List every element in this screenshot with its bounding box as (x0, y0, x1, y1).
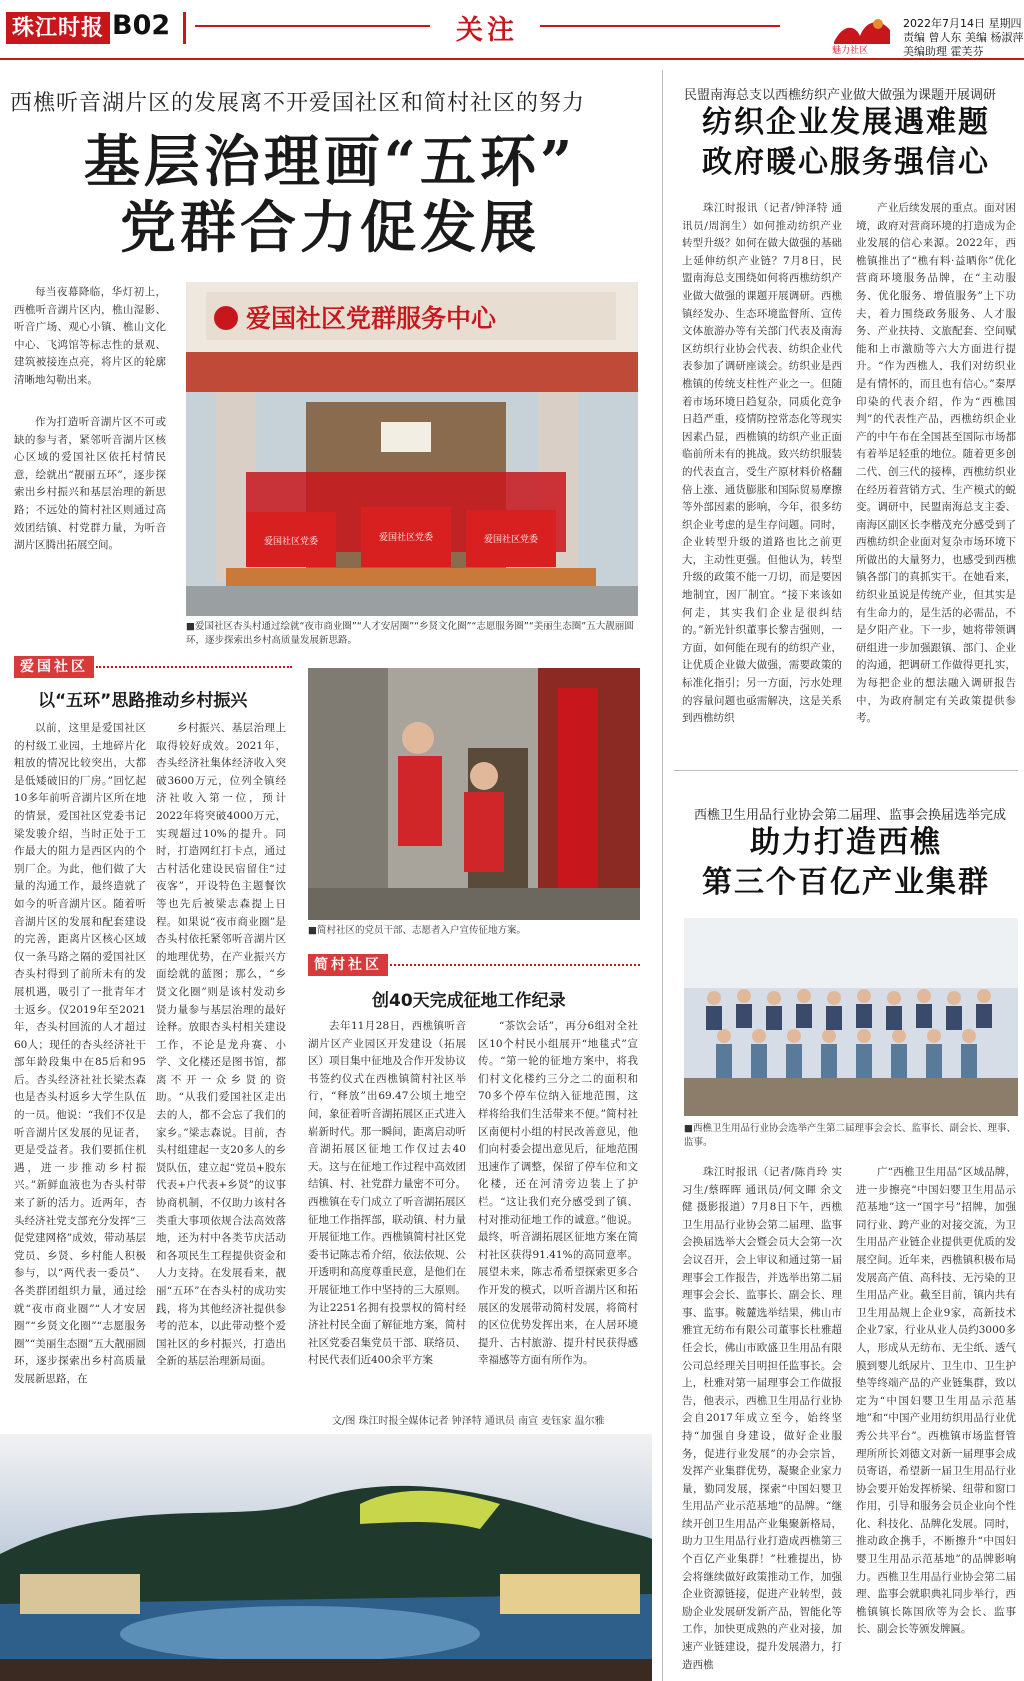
tag-aiguo-rule (96, 666, 292, 668)
jiancun-col1: 去年11月28日，西樵镇听音湖片区产业园区开发建设（拓展区）项目集中征地及合作开发协议书签约仪式在西樵镇简村社区举行，“释放”出69.47公顷土地空间，象征着听音湖拓展区正式进入崭新时代。那一瞬间，距离启动听音湖拓展区征地工作仅过去40天。这与在征地工作过程中高效团结镇、村、社党群力量密不可分。西樵镇在专门成立了听音湖拓展区征地工作指挥部，联动镇、村力量开展征地工作。西樵镇简村社区党委书记陈志希介绍，依法依规、公开透明和高度尊重民意，是他们在开展征地工作中坚持的三大原则。为让2251名拥有投票权的简村经济社村民全面了解征地方案，简村社区党委召集党员干部、联络员、村民代表们近400余平方案 (308, 1020, 466, 1367)
header-divider (183, 12, 186, 44)
lead-title-line2: 党群合力促发展 (120, 195, 540, 261)
jiancun-subhead: 创40天完成征地工作纪录 (372, 991, 566, 1011)
masthead-logo: 珠江时报 (6, 12, 110, 44)
header-rule-left (195, 25, 430, 27)
photo-panorama (0, 1434, 652, 1681)
tag-aiguo: 爱国社区 (14, 656, 94, 678)
lead-intro-p1: 每当夜幕降临，华灯初上，西樵听音湖片区内，樵山湿影、听音广场、观心小镇、樵山文化中心、飞鸿馆等标志性的景观、建筑被接连点亮，将片区的轮廓清晰地勾勒出来。 (14, 286, 166, 386)
lead-intro-p2: 作为打造听音湖片区不可或缺的参与者，紧邻听音湖片区核心区域的爱国社区依托村情民意，绘就出“靓丽五环”，逐步探索出乡村振兴和基层治理的新思路；不远处的简村社区则通过高效团结镇、村党群力量，为听音湖片区腾出拓展空间。 (14, 416, 166, 552)
column-logo-icon (830, 12, 896, 54)
lead-kicker: 西樵听音湖片区的发展离不开爱国社区和简村社区的努力 (10, 91, 586, 116)
textile-title-line2: 政府暖心服务强信心 (702, 145, 990, 180)
photo2-caption: ■简村社区的党员干部、志愿者入户宣传征地方案。 (308, 925, 526, 936)
lead-credit: 文/图 珠江时报全媒体记者 钟泽特 通讯员 南宣 麦钰家 温尔雅 (332, 1416, 605, 1427)
header-rule-right (540, 25, 780, 27)
hygiene-title-line1: 助力打造西樵 (750, 825, 942, 860)
textile-title-line1: 纺织企业发展遇难题 (702, 105, 990, 140)
sign-text: 爱国社区党群服务中心 (246, 304, 497, 333)
header-bottom-rule (0, 58, 1024, 60)
hygiene-col2: 广“西樵卫生用品”区域品牌，进一步擦亮“中国妇婴卫生用品示范基地”这一“国字号”招牌，加强同行业、跨产业的对接交流，为卫生用品产业链企业提供更优质的发展空间。近年来，西樵镇积极布局发展高产值、高科技、无污染的卫生用品产业。截至目前，镇内共有卫生用品规上企业9家，高新技术企业7家，行业从业人员约3000多人，形成从无纺布、无尘纸、透气膜到婴儿纸尿片、卫生巾、卫生护垫等终端产品的产业链集群，致以定为“中国妇婴卫生用品示范基地”和“中国产业用纺织用品行业优秀公共平台”。西樵镇市场监督管理所所长刘德文对新一届理事会成员寄语，希望新一届卫生用品行业协会要开始发挥桥梁、纽带和窗口作用，引导和服务会员企业向个性化、科技化、品牌化发展。同时，推动政企携手，不断擦升“中国妇婴卫生用品示范基地”的品牌影响力。西樵卫生用品行业协会第二届理、监事会就职典礼同步举行，西樵镇镇长陈国欣等为会长、监事长、副会长等颁发牌匾。 (856, 1166, 1016, 1636)
hygiene-kicker: 西樵卫生用品行业协会第二届理、监事会换届选举完成 (694, 808, 1007, 823)
hygiene-photo-caption: ■西樵卫生用品行业协会选举产生第二届理事会会长、监事长、副会长、理事、监事。 (684, 1123, 1016, 1148)
issue-date: 2022年7月14日 星期四 (903, 17, 1022, 30)
assistant-credit: 美编助理 霍芙芬 (903, 45, 984, 58)
column-logo-text: 魅力社区 (832, 46, 869, 54)
flag-1-text: 爱国社区党委 (264, 537, 319, 547)
aiguo-subhead: 以“五环”思路推动乡村振兴 (38, 691, 248, 711)
jiancun-col2: “茶饮会话”，再分6组对全社区10个村民小组展开“地毯式”宣传。“第一轮的征地方案中，将我们村文化楼约三分之二的面积和70多个停车位纳入征地范围，这样将给我们生活带来不便。”简村社区南便村小组的村民改善意见，他们向村委会提出意见后，征地范围迅速作了调整，保留了停车位和文化楼，还在河清旁边装上了护栏。“这让我们充分感受到了镇、村对推动征地工作的诚意。”他说。最终，听音湖拓展区征地方案在简村社区获得91.41%的高同意率。展望未来，陈志希希望探索更多合作开发的模式，以听音湖片区和拓展区的发展带动简村发展，将简村的区位优势发挥出来，在人居环境提升、古村旅游、提升村民获得感幸福感等方面有所作为。 (478, 1020, 638, 1367)
aiguo-col2: 乡村振兴、基层治理上取得较好成效。2021年，杏头经济社集体经济收入突破3600万元，位列全镇经济社收入第一位，预计2022年将突破4000万元，实现超过10%的提升。同时，打造网红打卡点，通过古村活化建设民宿留住“过夜客”，开设特色主题餐饮等也先后被梁志森提上日程。如果说“夜市商业圈”是杏头村依托紧邻听音湖片区的地理优势，在产业振兴方面绘就的蓝图；那么，“乡贤文化圈”则是该村发动乡贤力量参与基层治理的最好诠释。放眼杏头村相关建设工作，不论是龙舟赛、小学、文化楼还是图书馆，都离不开一众乡贤的资助。“从我们爱国社区走出去的人，都不会忘了我们的家乡。”梁志森说。目前，杏头村组建起一支20多人的乡贤队伍，建立起“党员+股东代表+户代表+乡贤”的议事协商机制，不仅助力该村各类重大事项依规合法高效落地，还为村中各类节庆活动和各项民生工程提供资金和人力支持。在发展看来，靓丽“五环”在杏头村的成功实践，将为其他经济社提供参考的范本，以此带动整个爱国社区的乡村振兴，打造出全新的基层治理新局面。 (156, 722, 286, 1368)
right-section-divider (674, 770, 1018, 771)
flag-2-text: 爱国社区党委 (379, 533, 434, 543)
column-divider (662, 70, 663, 1681)
photo1-caption: ■爱国社区杏头村通过绘就“夜市商业圈”“人才安居圈”“乡贤文化圈”“志愿服务圈”“美丽生态圈”五大靓丽圆环，逐步探索出乡村高质量发展新思路。 (186, 621, 634, 646)
textile-col1: 珠江时报讯（记者/钟泽特 通讯员/周润生）如何推动纺织产业转型升级？如何在做大做强的基础上延伸纺织产业链？7月8日，民盟南海总支围绕如何将西樵纺织产业做大做强的课题开展调研。西樵镇经发办、生态环境监督所、宣传文体旅游办等有关部门代表及南海区纺织行业协会代表、纺织企业代表参加了调研座谈会。纺织业是西樵镇的传统支柱性产业之一。但随着市场环境日趋复杂，同质化竞争日趋严重，疫情防控常态化等现实因素凸显，西樵镇的纺织产业正面临前所未有的挑战。致兴纺织服装的代表直言，受生产原材料价格翻倍上涨、通货膨胀和国际贸易摩擦等外部因素的影响，今年，很多纺织企业考虑的是生存问题。同时，企业转型升级的道路也比之前更大，主动性更强。但他认为，转型升级的政策不能一刀切，而是要因地制宜，因厂制宜。“接下来该如何走，其实我们企业是很纠结的。”新光针织董事长黎吉强则，一方面，如何能在现有的纺织产业，让优质企业做大做强，需要政策的标准化指引；另一方面，污水处理的容量问题也亟需解决，这是关系到西樵纺织 (682, 202, 842, 725)
lead-title-line1: 基层治理画“五环” (83, 129, 577, 195)
flag-3-text: 爱国社区党委 (484, 535, 539, 545)
editor-credit: 责编 曾人东 美编 杨淑萍 (903, 31, 1024, 44)
aiguo-col1: 以前，这里是爱国社区的村级工业园，土地碎片化粗放的情况比较突出，大都是低矮破旧的厂房。”回忆起10多年前听音湖片区所在地的情景，爱国社区党委书记梁发骏介绍，当时正处于工作最大的阻力是西区内的个别厂企。为此，他们做了大量的沟通工作，最终造就了如今的听音湖片区。随着听音湖片区的发展和配套建设的完善，距离片区核心区域仅一条马路之隔的爱国社区杏头村得到了前所未有的发展机遇，吸引了一批青年才士返乡。仅2019年至2021年，杏头村回流的人才超过60人；现任的杏头经济社干部年龄段集中在85后和95后。杏头经济社社长梁杰森也是杏头村返乡大学生队伍的一员。他说：“我们不仅是听音湖片区发展的见证者，更是受益者。我们要抓住机遇，进一步推动乡村振兴。”新鲜血液也为杏头村带来了新的活力。近两年，杏头经济社党支部充分发挥“三促党建网格”成效，带动基层党员、乡贤、乡村能人积极参与，以“两代表一委员”、各类群团组织力量，通过绘就“夜市商业圈”“人才安居圈”“乡贤文化圈”“志愿服务圈”“美丽生态圈”五大靓丽圆环，逐步探索出乡村高质量发展新思路，在 (14, 722, 146, 1385)
header-info (903, 17, 1024, 59)
hygiene-col1: 珠江时报讯（记者/陈肖玲 实习生/蔡晖晖 通讯员/何文暉 余文健 摄影报道）7月8日下午，西樵卫生用品行业协会第二届理、监事会换届选举大会暨会员大会第一次会议召开，会上审议和通过第一届理事会工作报告，并选举出第二届理事会会长、监事长、副会长、理事、监事。鞍麓选举结果，佛山市雅宜无纺布有限公司董事长杜雅超任会长，佛山市欧盛卫生用品有限公司总经理关目明担任监事长。会上，杜雅对第一届理事会工作做报告，他表示，西樵卫生用品行业协会自2017年成立至今，始终坚持“加强自身建设，做好企业服务，促进行业发展”的办会宗旨，发挥产业集群优势，凝聚企业家力量，勠同发展，探索“中国妇婴卫生用品产业示范基地”的品牌。“继续开创卫生用品产业集聚新格局，助力卫生用品行业打造成西樵第三个百亿产业集群！”杜雅提出，协会将继续做好政策推动工作，加强企业资源链接，促进产业转型，鼓励企业发展研发新产品，智能化等工作，加快更成熟的产业对接，加速产业链建设，提升发展潜力，打造西樵 (682, 1166, 842, 1671)
photo-jiancun (308, 668, 640, 920)
textile-kicker: 民盟南海总支以西樵纺织产业做大做强为课题开展调研 (684, 88, 997, 103)
photo-hygiene-group (684, 918, 1018, 1116)
section-title: 关注 (456, 15, 518, 46)
tag-jiancun-rule (390, 964, 640, 966)
tag-jiancun: 简村社区 (308, 954, 388, 976)
textile-col2: 产业后续发展的重点。面对困境，政府对营商环境的打造成为企业发展的信心来源。2022年，西樵镇推出了“樵有料·益晒你”优化营商环境服务品牌，在“主动服务、优化服务、增值服务”上下功夫，着力围绕政务服务、人才服务、产业扶持、文旅配套、空间赋能和上市激励等六大方面进行提升。“作为西樵人，我们对纺织业是有情怀的，而且也有信心。”秦厚印染的代表介绍，作为“西樵国判”的代表性产品，西樵纺织企业产的中午布在全国甚至国际市场都有着举足轻重的地位。随着更多创二代、创三代的接棒，西樵纺织业在经历着营销方式、生产模式的蜕变。调研中，民盟南海总支主委、南海区副区长李楷茂充分感受到了西樵纺织企业面对复杂市场环境下所做出的大量努力，也感受到西樵镇各部门的真抓实干。在她看来，纺织业虽说是传统产业，但其实是有生命力的，是生活的必需品，不是夕阳产业。下一步，她将带领调研组进一步加强跟镇、部门、企业的沟通，把调研工作做得更扎实，为每把企业的想法融入调研报告中，为政府制定有关政策提供参考。 (856, 202, 1016, 725)
photo-aiguo-center (186, 282, 638, 616)
page-number: B02 (112, 10, 171, 41)
hygiene-title-line2: 第三个百亿产业集群 (702, 865, 990, 900)
